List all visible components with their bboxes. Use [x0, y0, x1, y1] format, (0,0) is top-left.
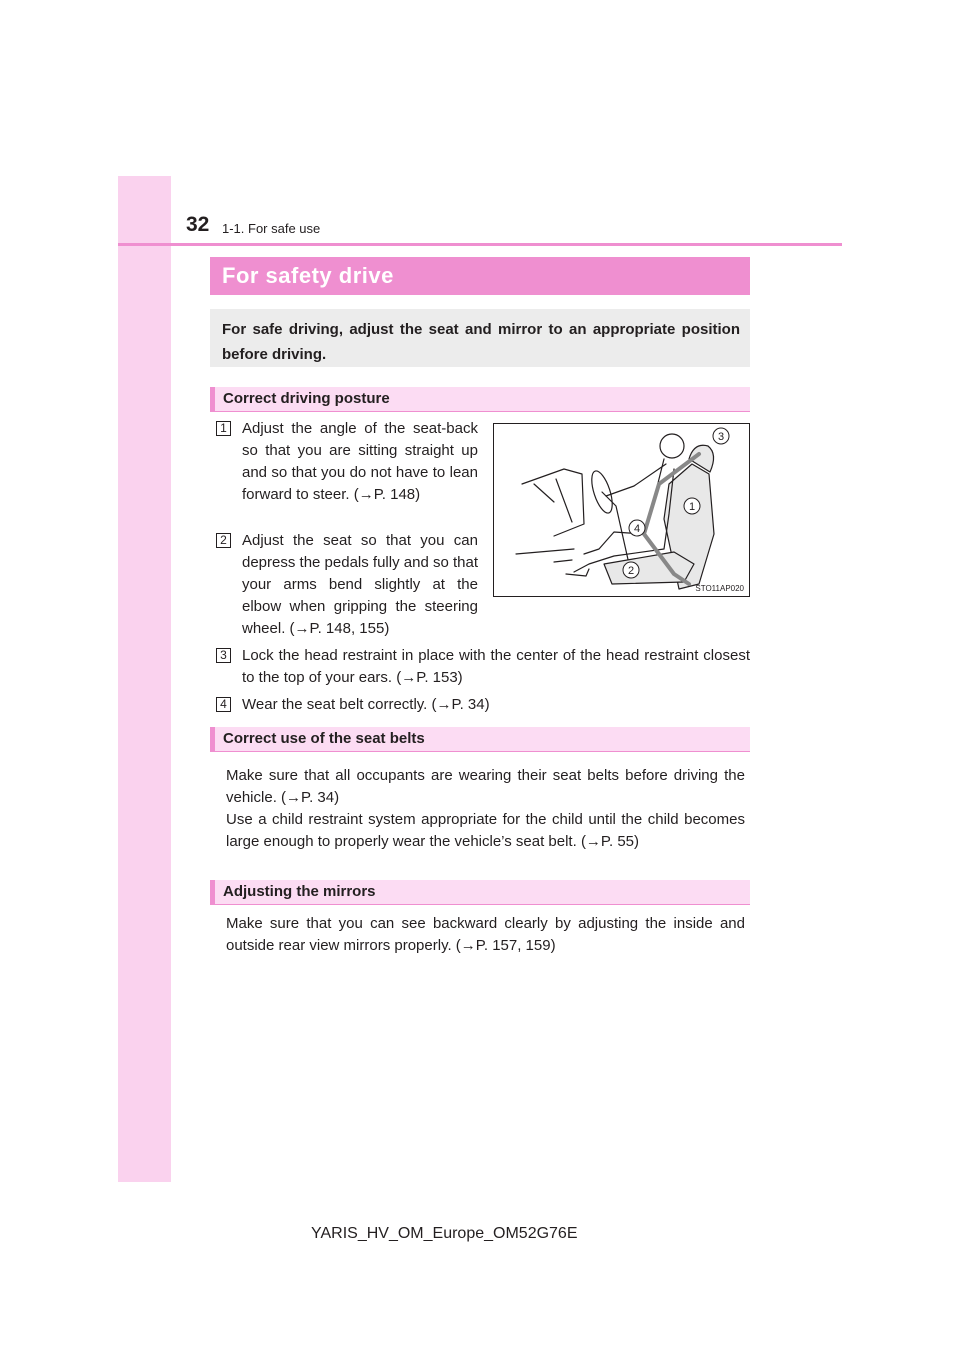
figure-code: STO11AP020	[695, 584, 744, 593]
seatbelts-paragraph-1: Make sure that all occupants are wearing their seat belts before driving the vehicle. (→P. 34)	[226, 767, 745, 806]
chapter-side-tab	[118, 176, 171, 1182]
section-heading-posture	[210, 387, 750, 412]
mirrors-paragraph: Make sure that you can see backward clearly by adjusting the inside and outside rear view mirrors properly. (→P. 157, 159)	[226, 915, 745, 954]
step-number-2: 2	[216, 533, 231, 548]
seatbelts-paragraph-2: Use a child restraint system appropriate for the child until the child becomes large enough to properly wear the vehicle’s seat belt. (→P. 55)	[226, 811, 745, 850]
section-heading-mirrors	[210, 880, 750, 905]
step-text-2: Adjust the seat so that you can depress the pedals fully and so that your arms bend slightly at the elbow when gripping the steering wheel. (→P. 148, 155)	[242, 532, 478, 637]
step-text-4: Wear the seat belt correctly. (→P. 34)	[242, 696, 490, 713]
step-number-3: 3	[216, 648, 231, 663]
callout-1: 1	[688, 501, 696, 513]
driving-posture-illustration	[493, 423, 750, 597]
callout-2: 2	[627, 565, 635, 577]
step-number-4: 4	[216, 697, 231, 712]
section-heading-seatbelts	[210, 727, 750, 752]
document-footer: YARIS_HV_OM_Europe_OM52G76E	[311, 1225, 578, 1242]
section-heading-text: Correct driving posture	[223, 390, 390, 407]
page-title: For safety drive	[222, 263, 394, 288]
step-text-1: Adjust the angle of the seat-back so that you are sitting straight up and so that you do not have to lean forward to steer. (→P. 148)	[242, 420, 478, 503]
step-number-1: 1	[216, 421, 231, 436]
section-heading-text: Correct use of the seat belts	[223, 730, 425, 747]
intro-box: For safe driving, adjust the seat and mirror to an appropriate position before driving.	[210, 309, 750, 367]
section-heading-text: Adjusting the mirrors	[223, 883, 376, 900]
callout-4: 4	[633, 523, 641, 535]
callout-3: 3	[717, 431, 725, 443]
page-title-bar	[210, 257, 750, 295]
step-text-3: Lock the head restraint in place with the center of the head restraint closest to the top of your ears. (→P. 153)	[242, 647, 750, 686]
header-rule	[118, 243, 842, 246]
page-number: 32	[186, 213, 210, 236]
driver-seat-drawing	[494, 424, 751, 598]
chapter-title: 1-1. For safe use	[222, 221, 321, 236]
